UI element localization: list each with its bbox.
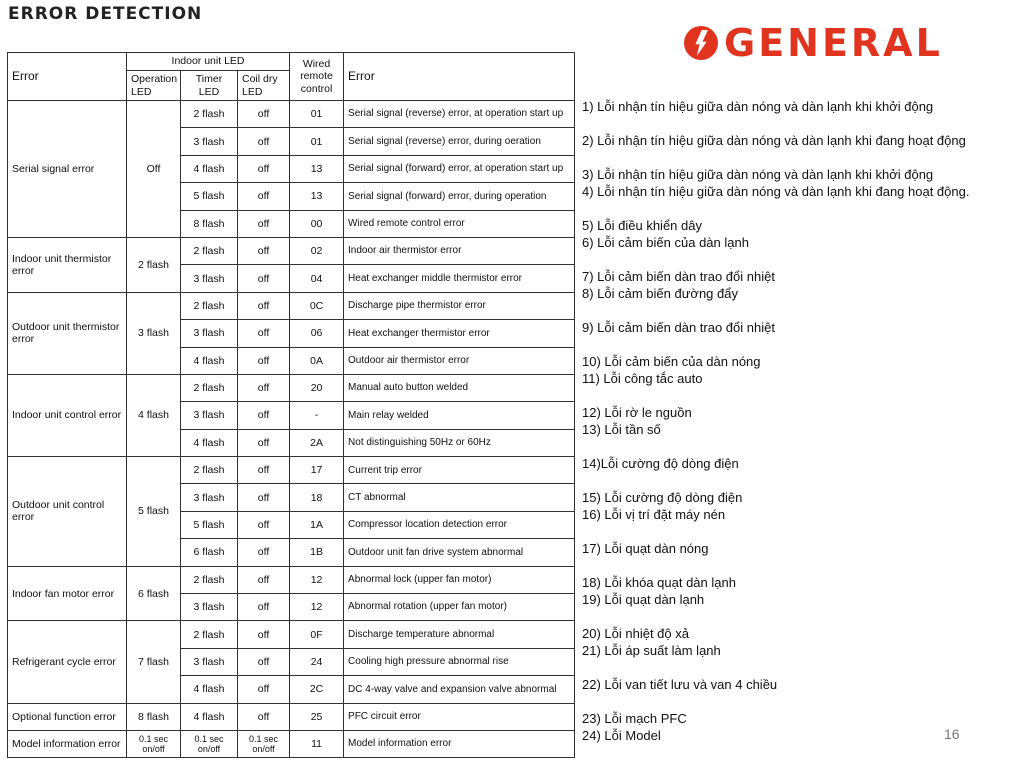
wired-remote-code-cell: 18 bbox=[290, 484, 344, 511]
error-description-cell: Outdoor unit fan drive system abnormal bbox=[344, 539, 575, 566]
note-line: 1) Lỗi nhận tín hiệu giữa dàn nóng và dàn lạnh khi khởi động bbox=[582, 99, 934, 114]
note-line: 23) Lỗi mạch PFC bbox=[582, 711, 687, 726]
error-description-cell: Serial signal (forward) error, at operation start up bbox=[344, 155, 575, 182]
wired-remote-code-cell: 2A bbox=[290, 429, 344, 456]
table-row bbox=[8, 457, 575, 484]
wired-remote-code-cell: 17 bbox=[290, 457, 344, 484]
coil-dry-led-cell: off bbox=[238, 676, 290, 703]
wired-remote-code-cell: 20 bbox=[290, 374, 344, 401]
note-line: 2) Lỗi nhận tín hiệu giữa dàn nóng và dàn lạnh khi đang hoạt động bbox=[582, 133, 966, 148]
timer-led-cell: 2 flash bbox=[181, 237, 238, 264]
timer-led-cell: 4 flash bbox=[181, 347, 238, 374]
coil-dry-led-cell: off bbox=[238, 429, 290, 456]
brand-logo bbox=[684, 22, 989, 64]
operation-led-cell: 6 flash bbox=[127, 566, 181, 621]
error-description-cell: Serial signal (forward) error, during operation bbox=[344, 183, 575, 210]
timer-led-cell: 2 flash bbox=[181, 292, 238, 319]
note-line: 24) Lỗi Model bbox=[582, 728, 661, 743]
wired-remote-code-cell: 06 bbox=[290, 320, 344, 347]
error-description-cell: Discharge temperature abnormal bbox=[344, 621, 575, 648]
timer-led-cell: 4 flash bbox=[181, 676, 238, 703]
note-line: 3) Lỗi nhận tín hiệu giữa dàn nóng và dàn lạnh khi khởi động bbox=[582, 167, 934, 182]
note-line bbox=[582, 438, 969, 455]
wired-remote-code-cell: 12 bbox=[290, 594, 344, 621]
table-row bbox=[8, 730, 575, 757]
note-line: 22) Lỗi van tiết lưu và van 4 chiều bbox=[582, 677, 778, 692]
error-category: Indoor fan motor error bbox=[8, 566, 127, 621]
header-timer-led: Timer LED bbox=[181, 71, 238, 101]
wired-remote-code-cell: 0A bbox=[290, 347, 344, 374]
timer-led-cell: 5 flash bbox=[181, 511, 238, 538]
coil-dry-led-cell: 0.1 sec on/off bbox=[238, 730, 290, 757]
coil-dry-led-cell: off bbox=[238, 511, 290, 538]
page-number: 16 bbox=[944, 726, 960, 742]
error-category: Indoor unit thermistor error bbox=[8, 237, 127, 292]
timer-led-cell: 3 flash bbox=[181, 265, 238, 292]
error-category: Optional function error bbox=[8, 703, 127, 730]
operation-led-cell: 5 flash bbox=[127, 457, 181, 567]
operation-led-cell: 7 flash bbox=[127, 621, 181, 703]
coil-dry-led-cell: off bbox=[238, 101, 290, 128]
error-description-cell: PFC circuit error bbox=[344, 703, 575, 730]
note-line: 13) Lỗi tần số bbox=[582, 422, 661, 437]
wired-remote-code-cell: 13 bbox=[290, 155, 344, 182]
coil-dry-led-cell: off bbox=[238, 155, 290, 182]
header-operation-led: Operation LED bbox=[127, 71, 181, 101]
coil-dry-led-cell: off bbox=[238, 347, 290, 374]
wired-remote-code-cell: 02 bbox=[290, 237, 344, 264]
timer-led-cell: 2 flash bbox=[181, 621, 238, 648]
timer-led-cell: 6 flash bbox=[181, 539, 238, 566]
note-line: 15) Lỗi cường độ dòng điện bbox=[582, 490, 743, 505]
error-description-cell: Cooling high pressure abnormal rise bbox=[344, 648, 575, 675]
timer-led-cell: 2 flash bbox=[181, 374, 238, 401]
note-line: 17) Lỗi quạt dàn nóng bbox=[582, 541, 709, 556]
wired-remote-code-cell: 13 bbox=[290, 183, 344, 210]
logo-text: GENERAL bbox=[724, 21, 943, 65]
error-description-cell: Serial signal (reverse) error, at operation start up bbox=[344, 101, 575, 128]
note-line bbox=[582, 659, 969, 676]
wired-remote-code-cell: 0C bbox=[290, 292, 344, 319]
coil-dry-led-cell: off bbox=[238, 292, 290, 319]
timer-led-cell: 3 flash bbox=[181, 648, 238, 675]
operation-led-cell: Off bbox=[127, 101, 181, 238]
wired-remote-code-cell: 0F bbox=[290, 621, 344, 648]
note-line bbox=[582, 608, 969, 625]
wired-remote-code-cell: 12 bbox=[290, 566, 344, 593]
error-description-cell: CT abnormal bbox=[344, 484, 575, 511]
page-title: ERROR DETECTION bbox=[8, 4, 203, 24]
vietnamese-notes bbox=[582, 98, 969, 744]
error-category: Refrigerant cycle error bbox=[8, 621, 127, 703]
error-category: Outdoor unit thermistor error bbox=[8, 292, 127, 374]
error-description-cell: Heat exchanger thermistor error bbox=[344, 320, 575, 347]
wired-remote-code-cell: 11 bbox=[290, 730, 344, 757]
error-description-cell: Wired remote control error bbox=[344, 210, 575, 237]
note-line: 19) Lỗi quạt dàn lạnh bbox=[582, 592, 705, 607]
note-line: 8) Lỗi cảm biến đường đẩy bbox=[582, 286, 738, 301]
table-row bbox=[8, 237, 575, 264]
header-error: Error bbox=[8, 53, 127, 101]
note-line: 18) Lỗi khóa quạt dàn lạnh bbox=[582, 575, 736, 590]
coil-dry-led-cell: off bbox=[238, 621, 290, 648]
error-description-cell: Abnormal lock (upper fan motor) bbox=[344, 566, 575, 593]
timer-led-cell: 2 flash bbox=[181, 457, 238, 484]
error-description-cell: Not distinguishing 50Hz or 60Hz bbox=[344, 429, 575, 456]
coil-dry-led-cell: off bbox=[238, 457, 290, 484]
coil-dry-led-cell: off bbox=[238, 183, 290, 210]
operation-led-cell: 3 flash bbox=[127, 292, 181, 374]
note-line bbox=[582, 387, 969, 404]
note-line: 11) Lỗi công tắc auto bbox=[582, 371, 703, 386]
header-coil-dry-led: Coil dry LED bbox=[238, 71, 290, 101]
error-description-cell: Discharge pipe thermistor error bbox=[344, 292, 575, 319]
operation-led-cell: 0.1 sec on/off bbox=[127, 730, 181, 757]
timer-led-cell: 2 flash bbox=[181, 101, 238, 128]
coil-dry-led-cell: off bbox=[238, 648, 290, 675]
error-table bbox=[7, 52, 575, 758]
note-line: 12) Lỗi rờ le nguồn bbox=[582, 405, 692, 420]
note-line: 4) Lỗi nhận tín hiệu giữa dàn nóng và dàn lạnh khi đang hoạt động. bbox=[582, 184, 970, 199]
coil-dry-led-cell: off bbox=[238, 484, 290, 511]
error-description-cell: Outdoor air thermistor error bbox=[344, 347, 575, 374]
timer-led-cell: 2 flash bbox=[181, 566, 238, 593]
table-row bbox=[8, 374, 575, 401]
error-description-cell: Main relay welded bbox=[344, 402, 575, 429]
timer-led-cell: 3 flash bbox=[181, 402, 238, 429]
wired-remote-code-cell: 01 bbox=[290, 128, 344, 155]
table-row bbox=[8, 566, 575, 593]
coil-dry-led-cell: off bbox=[238, 210, 290, 237]
note-line: 10) Lỗi cảm biến của dàn nóng bbox=[582, 354, 761, 369]
logo-bolt-icon bbox=[684, 26, 718, 60]
timer-led-cell: 4 flash bbox=[181, 703, 238, 730]
note-line bbox=[582, 251, 969, 268]
wired-remote-code-cell: 1B bbox=[290, 539, 344, 566]
error-description-cell: Manual auto button welded bbox=[344, 374, 575, 401]
wired-remote-code-cell: 00 bbox=[290, 210, 344, 237]
error-category: Outdoor unit control error bbox=[8, 457, 127, 567]
note-line: 5) Lỗi điều khiển dây bbox=[582, 218, 702, 233]
timer-led-cell: 3 flash bbox=[181, 128, 238, 155]
note-line bbox=[582, 302, 969, 319]
note-line bbox=[582, 523, 969, 540]
timer-led-cell: 4 flash bbox=[181, 429, 238, 456]
note-line: 9) Lỗi cảm biến dàn trao đổi nhiệt bbox=[582, 320, 775, 335]
table-row bbox=[8, 292, 575, 319]
note-line bbox=[582, 336, 969, 353]
coil-dry-led-cell: off bbox=[238, 265, 290, 292]
note-line bbox=[582, 472, 969, 489]
header-error-desc: Error bbox=[344, 53, 575, 101]
error-description-cell: DC 4-way valve and expansion valve abnormal bbox=[344, 676, 575, 703]
wired-remote-code-cell: - bbox=[290, 402, 344, 429]
coil-dry-led-cell: off bbox=[238, 594, 290, 621]
error-description-cell: Serial signal (reverse) error, during oeration bbox=[344, 128, 575, 155]
coil-dry-led-cell: off bbox=[238, 320, 290, 347]
header-indoor-led: Indoor unit LED bbox=[127, 53, 290, 71]
error-description-cell: Abnormal rotation (upper fan motor) bbox=[344, 594, 575, 621]
error-description-cell: Compressor location detection error bbox=[344, 511, 575, 538]
operation-led-cell: 8 flash bbox=[127, 703, 181, 730]
timer-led-cell: 4 flash bbox=[181, 155, 238, 182]
timer-led-cell: 0.1 sec on/off bbox=[181, 730, 238, 757]
error-table-body bbox=[8, 101, 575, 758]
table-row bbox=[8, 621, 575, 648]
wired-remote-code-cell: 25 bbox=[290, 703, 344, 730]
error-category: Model information error bbox=[8, 730, 127, 757]
error-description-cell: Indoor air thermistor error bbox=[344, 237, 575, 264]
note-line: 6) Lỗi cảm biến của dàn lạnh bbox=[582, 235, 749, 250]
table-row bbox=[8, 703, 575, 730]
note-line bbox=[582, 557, 969, 574]
note-line bbox=[582, 693, 969, 710]
operation-led-cell: 2 flash bbox=[127, 237, 181, 292]
coil-dry-led-cell: off bbox=[238, 402, 290, 429]
timer-led-cell: 8 flash bbox=[181, 210, 238, 237]
wired-remote-code-cell: 04 bbox=[290, 265, 344, 292]
note-line: 21) Lỗi áp suất làm lạnh bbox=[582, 643, 721, 658]
note-line bbox=[582, 115, 969, 132]
wired-remote-code-cell: 01 bbox=[290, 101, 344, 128]
note-line: 7) Lỗi cảm biến dàn trao đổi nhiệt bbox=[582, 269, 775, 284]
wired-remote-code-cell: 1A bbox=[290, 511, 344, 538]
wired-remote-code-cell: 24 bbox=[290, 648, 344, 675]
header-wired-remote: Wired remote control bbox=[290, 53, 344, 101]
timer-led-cell: 3 flash bbox=[181, 594, 238, 621]
operation-led-cell: 4 flash bbox=[127, 374, 181, 456]
note-line: 14)Lỗi cường độ dòng điện bbox=[582, 456, 739, 471]
coil-dry-led-cell: off bbox=[238, 539, 290, 566]
note-line: 20) Lỗi nhiệt độ xả bbox=[582, 626, 689, 641]
wired-remote-code-cell: 2C bbox=[290, 676, 344, 703]
timer-led-cell: 3 flash bbox=[181, 484, 238, 511]
error-category: Indoor unit control error bbox=[8, 374, 127, 456]
note-line: 16) Lỗi vị trí đặt máy nén bbox=[582, 507, 726, 522]
coil-dry-led-cell: off bbox=[238, 566, 290, 593]
coil-dry-led-cell: off bbox=[238, 128, 290, 155]
error-category: Serial signal error bbox=[8, 101, 127, 238]
coil-dry-led-cell: off bbox=[238, 703, 290, 730]
error-description-cell: Current trip error bbox=[344, 457, 575, 484]
table-row bbox=[8, 101, 575, 128]
note-line bbox=[582, 149, 969, 166]
error-description-cell: Model information error bbox=[344, 730, 575, 757]
error-description-cell: Heat exchanger middle thermistor error bbox=[344, 265, 575, 292]
coil-dry-led-cell: off bbox=[238, 237, 290, 264]
timer-led-cell: 5 flash bbox=[181, 183, 238, 210]
timer-led-cell: 3 flash bbox=[181, 320, 238, 347]
coil-dry-led-cell: off bbox=[238, 374, 290, 401]
note-line bbox=[582, 200, 969, 217]
